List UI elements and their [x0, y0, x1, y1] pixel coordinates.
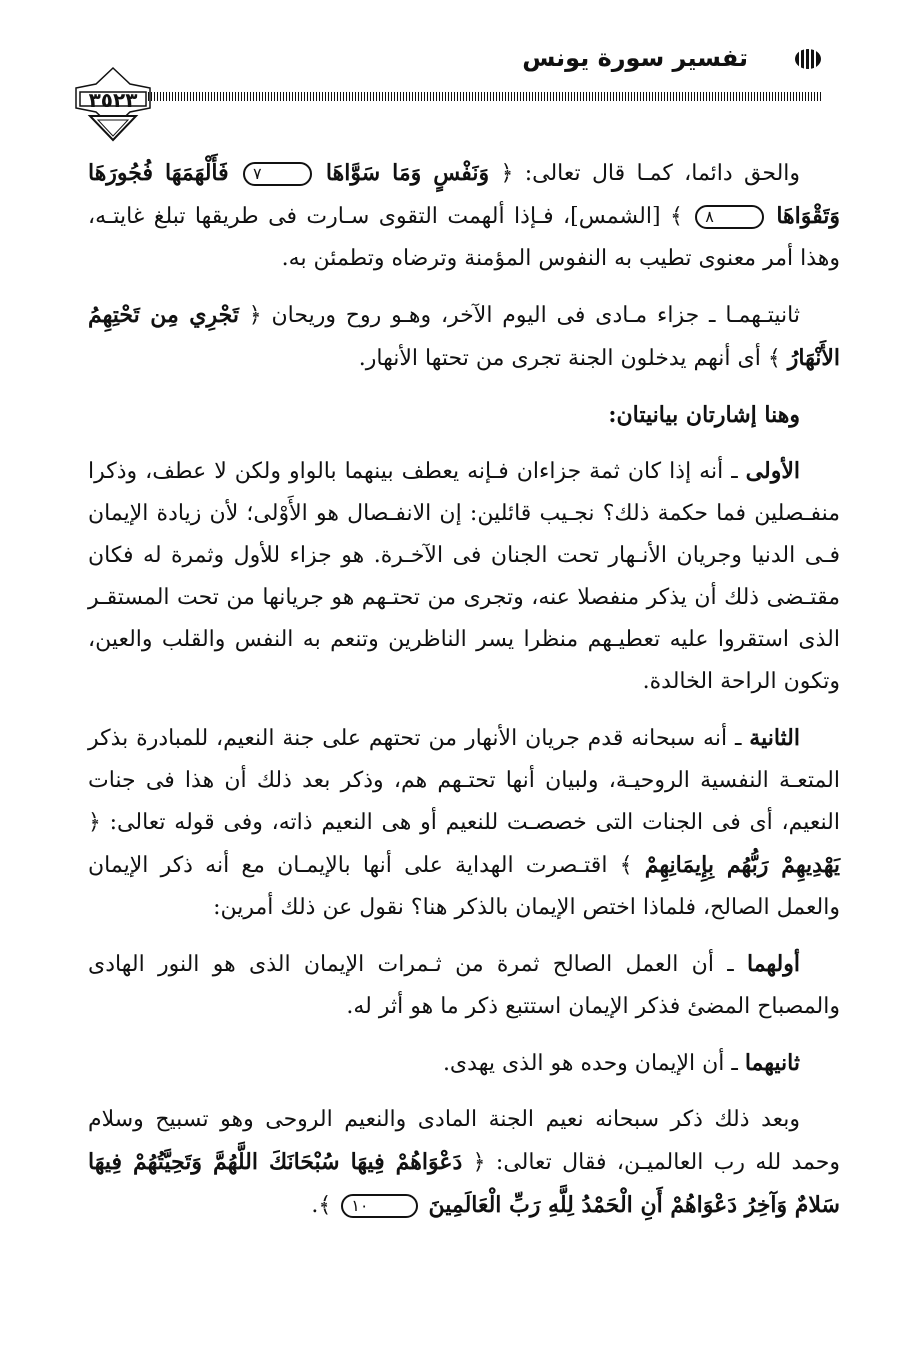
quran-verse: وَنَفْسٍ وَمَا سَوَّاهَا [325, 160, 490, 186]
text: ـ أنه سبحانه قدم جريان الأنهار من تحتهم على جنة النعيم، للمبادرة بذكر المتعـة النفسية الروحيـة، ولبيان أنها تحتـهم هم، وذكر بعد ذلك أن هذا فى جنات النعيم، أى فى الجنات التى خصصـت للنعيم أو هى النعيم ذاته، وفى قوله تعالى: ﴿ [88, 726, 840, 835]
ayah-number: ٨ [695, 205, 764, 229]
term-heading: الأولى [745, 458, 800, 484]
term-heading: ثانيهما [744, 1050, 800, 1076]
text: ثانيتـهمـا ـ جزاء مـادى فى اليوم الآخر، وهـو روح وريحان ﴿ [238, 303, 801, 328]
text: ﴾. [311, 1193, 339, 1218]
text: ﴾ [الشمس]، فـإذا ألهمت التقوى سـارت فى طريقها تبلغ غايتـه، وهذا أمر معنوى تطيب به النفوس المؤمنة وترضاه وتطمئن به. [88, 204, 840, 271]
page-body [88, 152, 840, 1241]
quran-verse: يَهْدِيهِمْ رَبُّهُم بِإِيمَانِهِمْ [644, 852, 840, 878]
bullet-ornament-icon [793, 46, 823, 72]
running-title: تفسير سورة يونس [522, 44, 748, 72]
paragraph-3 [88, 450, 840, 703]
text: ـ أن الإيمان وحده هو الذى يهدى. [442, 1051, 745, 1076]
paragraph-7 [88, 1099, 840, 1227]
section-title: وهنا إشارتان بيانيتان: [608, 402, 800, 428]
quran-verse: فَأَلْهَمَهَا فُجُورَهَا وَتَقْوَاهَا [88, 160, 840, 229]
text: ﴾ أى أنهم يدخلون الجنة تجرى من تحتها الأنهار. [358, 346, 788, 371]
term-heading: الثانية [749, 725, 800, 751]
paragraph-1 [88, 152, 840, 280]
text: وبعد ذلك ذكر سبحانه نعيم الجنة المادى والنعيم الروحى وهو تسبيح وسلام وحمد لله رب العالميـن، فقال تعالى: ﴿ [88, 1107, 840, 1175]
page-header [0, 0, 918, 160]
text: ﴾ اقتـصرت الهداية على أنها بالإيمـان مع أنه ذكر الإيمان والعمل الصالح، فلماذا اختص الإيمان بالذكر هنا؟ نقول عن ذلك أمرين: [88, 853, 840, 920]
text: والحق دائما، كمـا قال تعالى: ﴿ [489, 161, 801, 186]
header-rule [148, 92, 823, 101]
text: ـ أنه إذا كان ثمة جزاءان فـإنه يعطف بينهما بالواو ولكن لا عطف، وذكرا منفـصلين فما حكمة ذلك؟ نجـيب قائلين: إن الانفـصال هو الأَوْلى؛ لأن زيادة الإيمان فـى الدنيا وجريان الأنـهار تحت الجنان فى الآخـرة. هو جزاء للأول وثمرة له فكان مقتـضى ذلك أن يذكر منفصلا عنه، وتجرى من تحتـهم هو جريانها من تحت المستقـر الذى استقروا عليه تعطيـهم منظرا يسر الناظرين وتنعم به النفس والقلب والعين، وتكون الراحة الخالدة. [88, 459, 841, 694]
page-number: ٣٥٢٣ [88, 88, 138, 112]
paragraph-6 [88, 1042, 840, 1085]
paragraph-5 [88, 943, 840, 1028]
text: ـ أن العمل الصالح ثمرة من ثـمرات الإيمان الذى هو النور الهادى والمصباح المضئ فذكر الإيمان استتبع ذكر ما هو أثر له. [88, 952, 840, 1019]
paragraph-4 [88, 717, 840, 929]
ayah-number: ١٠ [341, 1194, 418, 1218]
ayah-number: ٧ [243, 162, 312, 186]
quran-verse: دَعْوَاهُمْ فِيهَا سُبْحَانَكَ اللَّهُمَّ وَتَحِيَّتُهُمْ فِيهَا سَلامٌ وَآخِرُ دَعْوَاهُمْ أَنِ الْحَمْدُ لِلَّهِ رَبِّ الْعَالَمِينَ [88, 1149, 840, 1218]
term-heading: أولهما [746, 951, 800, 977]
paragraph-2 [88, 294, 840, 380]
quran-verse: تَجْرِي مِن تَحْتِهِمُ الأَنْهَارُ [88, 302, 840, 371]
